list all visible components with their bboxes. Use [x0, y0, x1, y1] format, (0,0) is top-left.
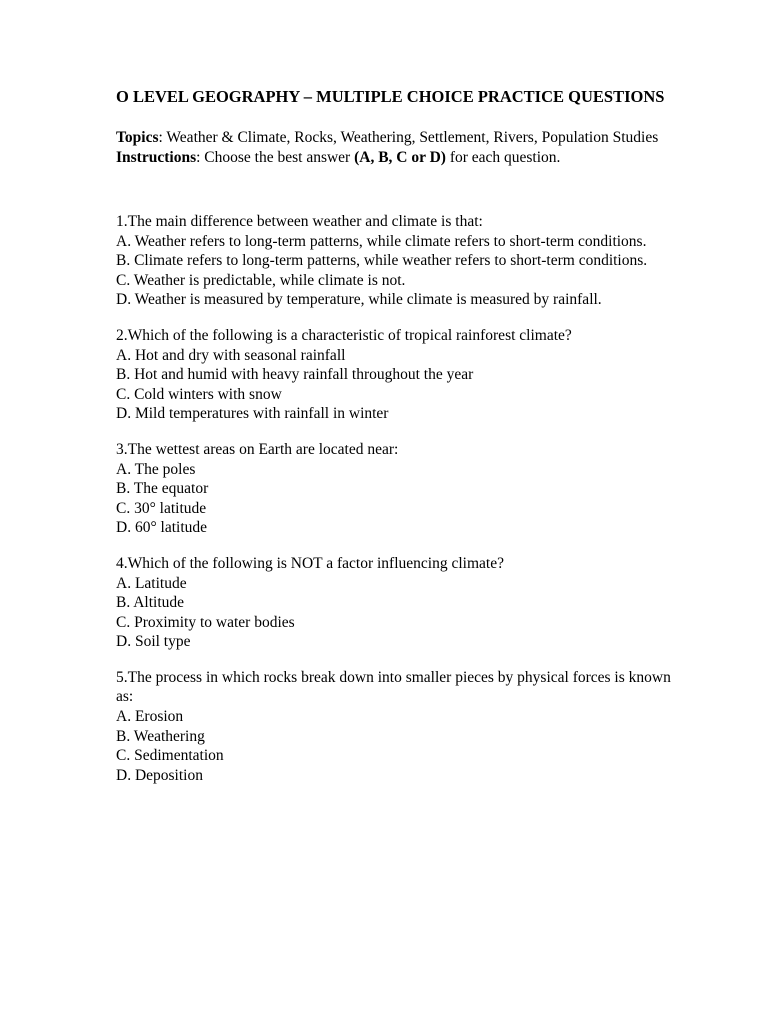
answer-option: D. Soil type	[116, 633, 191, 651]
instructions-emphasis: (A, B, C or D)	[354, 148, 446, 166]
answer-option: B. Weathering	[116, 727, 205, 745]
question-2	[116, 326, 676, 424]
topics-text: : Weather & Climate, Rocks, Weathering, Settlement, Rivers, Population Studies	[158, 129, 659, 146]
topics-label: Topics	[116, 129, 159, 146]
answer-option: D. 60° latitude	[116, 519, 208, 537]
question-stem: 4.Which of the following is NOT a factor influencing climate?	[116, 554, 504, 572]
question-list	[116, 212, 676, 785]
question-stem: 5.The process in which rocks break down into smaller pieces by physical forces is known as:	[116, 668, 671, 706]
instructions-line	[116, 148, 676, 168]
document-page	[116, 86, 676, 801]
question-stem: 1.The main difference between weather and climate is that:	[116, 213, 483, 230]
answer-option: C. Cold winters with snow	[116, 385, 282, 403]
answer-option: C. Sedimentation	[116, 747, 224, 765]
question-5	[116, 668, 676, 786]
answer-option: A. Hot and dry with seasonal rainfall	[116, 346, 346, 364]
question-3	[116, 440, 676, 538]
answer-option: D. Mild temperatures with rainfall in winter	[116, 405, 389, 423]
answer-option: A. The poles	[116, 460, 196, 478]
question-4	[116, 554, 676, 652]
answer-option: D. Deposition	[116, 766, 203, 784]
question-1	[116, 212, 676, 310]
question-stem: 2.Which of the following is a characteristic of tropical rainforest climate?	[116, 326, 572, 344]
answer-option: B. Climate refers to long-term patterns, while weather refers to short-term conditions.	[116, 252, 648, 270]
answer-option: A. Weather refers to long-term patterns, while climate refers to short-term conditions.	[116, 232, 647, 250]
answer-option: C. Weather is predictable, while climate is not.	[116, 271, 406, 289]
answer-option: B. Altitude	[116, 594, 185, 612]
answer-option: B. The equator	[116, 480, 209, 498]
answer-option: B. Hot and humid with heavy rainfall throughout the year	[116, 366, 474, 384]
instructions-text-after: for each question.	[445, 148, 561, 166]
answer-option: A. Erosion	[116, 708, 184, 726]
answer-option: A. Latitude	[116, 574, 187, 592]
answer-option: C. Proximity to water bodies	[116, 613, 295, 631]
instructions-label: Instructions	[116, 148, 197, 166]
answer-option: C. 30° latitude	[116, 499, 207, 517]
topics-line	[116, 128, 676, 148]
question-stem: 3.The wettest areas on Earth are located near:	[116, 440, 399, 458]
document-title: O LEVEL GEOGRAPHY – MULTIPLE CHOICE PRACTICE QUESTIONS	[116, 87, 665, 106]
document-meta	[116, 128, 676, 167]
answer-option: D. Weather is measured by temperature, while climate is measured by rainfall.	[116, 291, 602, 309]
instructions-text-before: : Choose the best answer	[196, 148, 355, 166]
